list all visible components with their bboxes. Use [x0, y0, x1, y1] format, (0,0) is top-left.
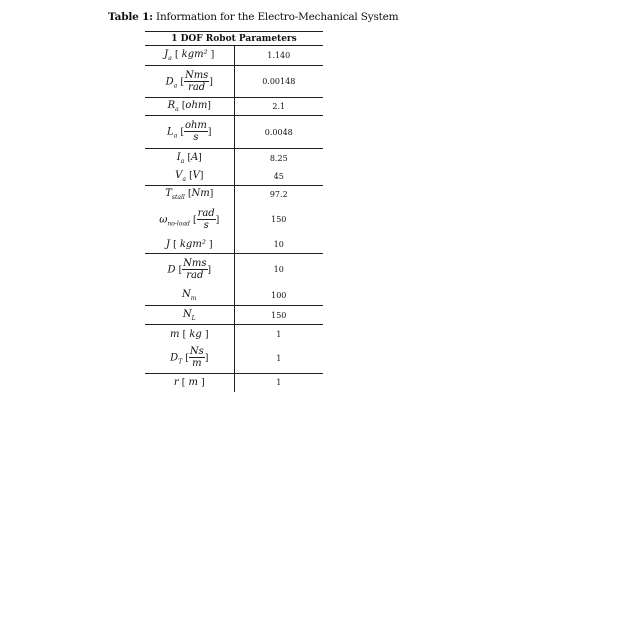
- param-cell: $N_m$: [145, 286, 234, 306]
- table-row: [145, 204, 323, 236]
- param-cell: $L_a$ [ $\frac{\text{ohm}}{s}$ ]: [145, 116, 234, 149]
- table-row: [145, 116, 323, 149]
- param-cell: $J_a$ [ kgm² ]: [145, 46, 234, 66]
- value-cell: 2.1: [234, 98, 323, 116]
- table-row: [145, 325, 323, 344]
- table-row: [145, 374, 323, 392]
- value-cell: 1.140: [234, 46, 323, 66]
- table-header: 1 DOF Robot Parameters: [145, 32, 323, 46]
- table-row: [145, 46, 323, 66]
- value-cell: 10: [273, 239, 284, 249]
- value-cell: 150: [271, 215, 287, 224]
- value-cell: 8.25: [234, 149, 323, 168]
- table-caption: [108, 11, 398, 23]
- table-row: [145, 98, 323, 116]
- caption-label: Table 1:: [108, 11, 153, 23]
- param-cell: D [ $\frac{\text{Nms}}{\text{rad}}$ ]: [145, 254, 234, 286]
- value-cell: 100: [271, 290, 287, 300]
- param-cell: $D_T$ [ $\frac{Ns}{m}$ ]: [145, 344, 234, 374]
- value-cell: 0.00148: [234, 66, 323, 98]
- param-cell: $V_a$ [V]: [145, 168, 234, 186]
- table-row: [145, 344, 323, 374]
- table-row: [145, 186, 323, 204]
- value-cell: 1: [276, 353, 282, 363]
- table-row: [145, 236, 323, 254]
- table-row: [145, 149, 323, 168]
- param-cell: $T_{stall}$ [Nm]: [145, 186, 234, 204]
- value-cell: 0.0048: [234, 116, 323, 149]
- param-cell: J [ kgm² ]: [145, 236, 234, 254]
- param-cell: m [ kg ]: [145, 325, 234, 344]
- value-cell: 1: [234, 325, 323, 344]
- param-cell: $I_a$ [A]: [145, 149, 234, 168]
- table-row: [145, 168, 323, 186]
- value-cell: 1: [234, 374, 323, 392]
- value-cell: 97.2: [234, 186, 323, 204]
- param-cell: $R_a$ [ohm]: [145, 98, 234, 116]
- table-row: [145, 286, 323, 306]
- robot-parameters-table: [145, 31, 323, 392]
- value-cell: 150: [234, 306, 323, 325]
- caption-text: Information for the Electro-Mechanical System: [152, 11, 399, 23]
- param-cell: r [ m ]: [145, 374, 234, 392]
- param-cell: $N_L$: [145, 306, 234, 325]
- table-row: [145, 306, 323, 325]
- param-cell: $\omega_{no-load}$ [ $\frac{\text{rad}}{s}$ ]: [145, 204, 234, 236]
- table-row: [145, 66, 323, 98]
- value-cell: 45: [273, 171, 284, 181]
- table-row: [145, 254, 323, 286]
- value-cell: 10: [234, 254, 323, 286]
- param-cell: $D_a$ [ $\frac{\text{Nms}}{\text{rad}}$ ]: [145, 66, 234, 98]
